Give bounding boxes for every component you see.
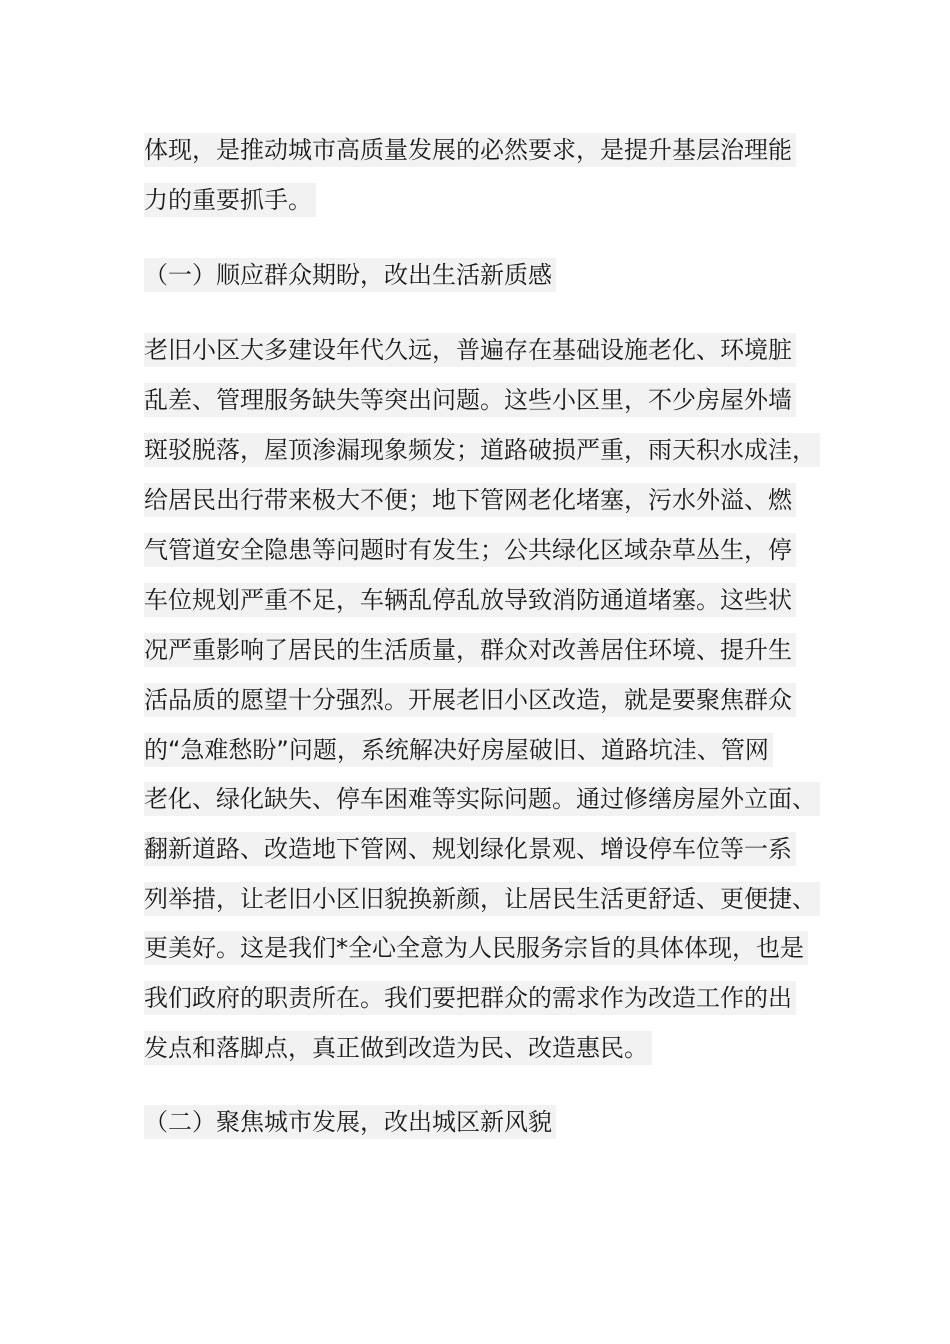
section-heading-1: （一）顺应群众期盼，改出生活新质感 <box>144 258 556 292</box>
body-line: 老旧小区大多建设年代久远，普遍存在基础设施老化、环境脏 <box>144 333 796 367</box>
body-line: 列举措，让老旧小区旧貌换新颜，让居民生活更舒适、更便捷、 <box>144 882 820 916</box>
body-line: 翻新道路、改造地下管网、规划绿化景观、增设停车位等一系 <box>144 832 796 866</box>
section-heading-2: （二）聚焦城市发展，改出城区新风貌 <box>144 1105 556 1139</box>
body-line: 老化、绿化缺失、停车困难等实际问题。通过修缮房屋外立面、 <box>144 782 820 816</box>
intro-line: 力的重要抓手。 <box>144 183 316 217</box>
body-line: 斑驳脱落，屋顶渗漏现象频发；道路破损严重，雨天积水成洼， <box>144 433 820 467</box>
body-line: 发点和落脚点，真正做到改造为民、改造惠民。 <box>144 1031 652 1065</box>
body-line: 活品质的愿望十分强烈。开展老旧小区改造，就是要聚焦群众 <box>144 683 796 717</box>
body-line: 我们政府的职责所在。我们要把群众的需求作为改造工作的出 <box>144 981 796 1015</box>
body-line: 更美好。这是我们*全心全意为人民服务宗旨的具体体现，也是 <box>144 931 808 965</box>
body-line: 乱差、管理服务缺失等突出问题。这些小区里，不少房屋外墙 <box>144 383 796 417</box>
body-line: 况严重影响了居民的生活质量，群众对改善居住环境、提升生 <box>144 633 796 667</box>
body-line: 给居民出行带来极大不便；地下管网老化堵塞，污水外溢、燃 <box>144 483 796 517</box>
body-line: 的“急难愁盼”问题，系统解决好房屋破旧、道路坑洼、管网 <box>144 733 773 767</box>
body-line: 车位规划严重不足，车辆乱停乱放导致消防通道堵塞。这些状 <box>144 583 796 617</box>
body-line: 气管道安全隐患等问题时有发生；公共绿化区域杂草丛生，停 <box>144 533 796 567</box>
intro-line: 体现，是推动城市高质量发展的必然要求，是提升基层治理能 <box>144 133 796 167</box>
